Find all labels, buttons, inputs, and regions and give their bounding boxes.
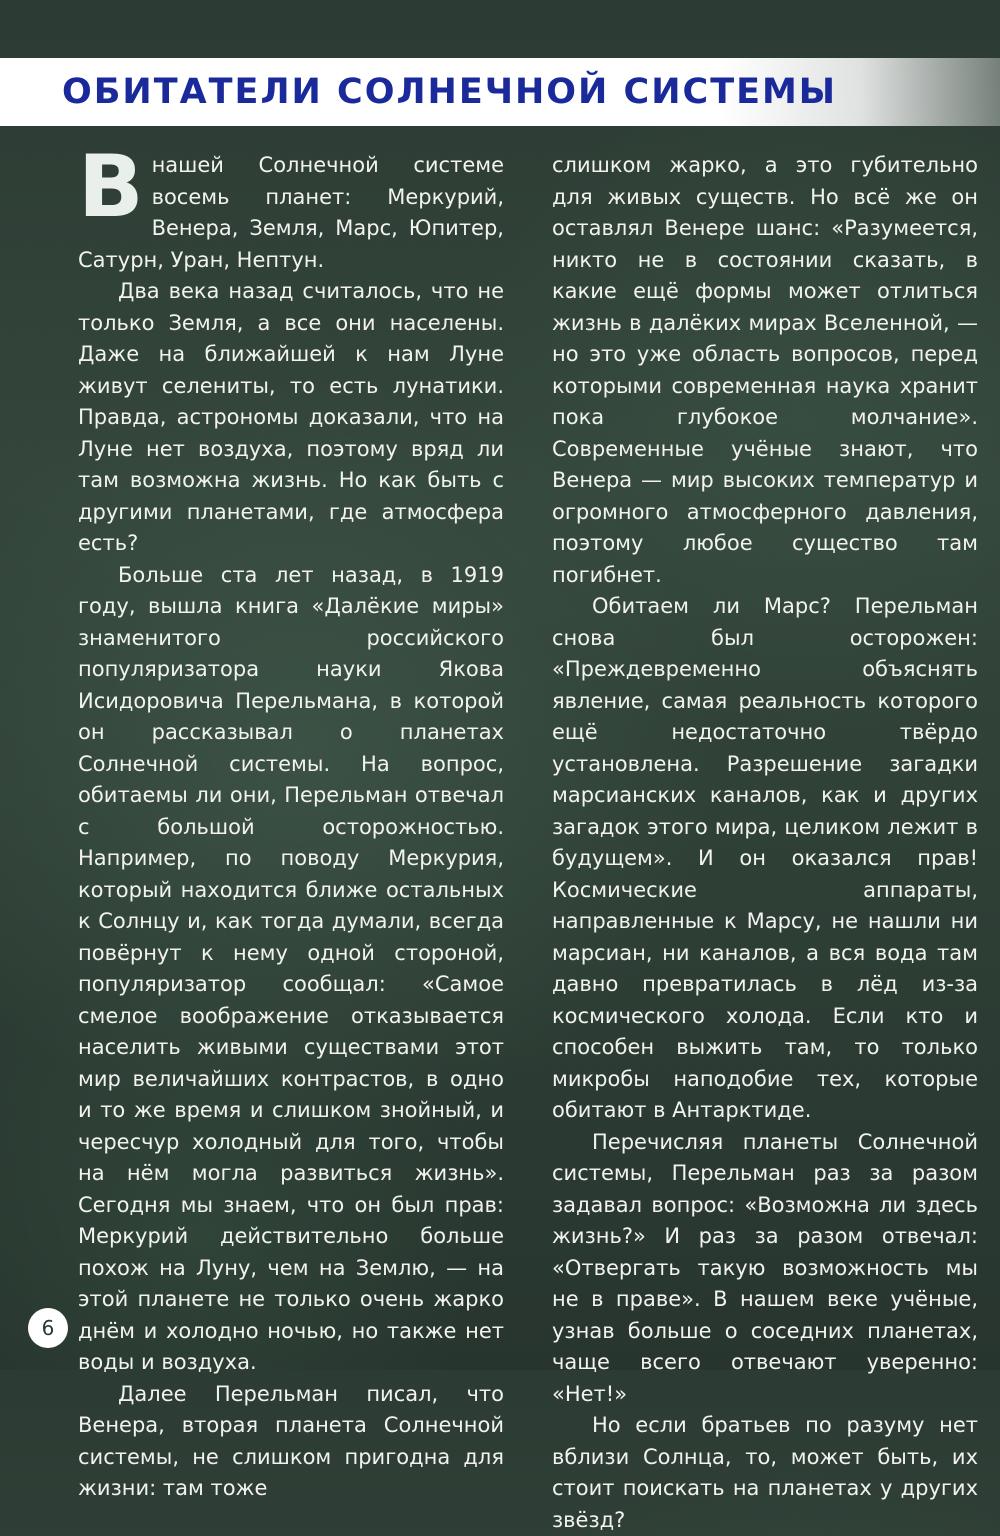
paragraph-1-text: нашей Солнечной системе восемь планет: Меркурий, Венера, Земля, Марс, Юпитер, Сатурн, Уран, Нептун. [78,153,504,272]
drop-cap: В [78,137,144,237]
paragraph-4: Далее Перельман писал, что Венера, вторая планета Солнечной системы, не слишком пригодна для жизни: там тоже [78,1381,504,1500]
paragraph-6: Обитаем ли Марс? Перельман снова был осторожен: «Преждевременно объяснять явление, самая реальность которого ещё недостаточно твёрдо установлена. Разрешение загадки марсианских каналов, как и других загадок этого мира, целиком лежит в будущем». И он оказался прав! Космические аппараты, направленные к Марсу, не нашли ни марсиан, ни каналов, а вся вода там давно превратилась в лёд из-за космического холода. Если кто и способен выжить там, то только микробы наподобие тех, которые обитают в Антарктиде. [552,594,978,1122]
paragraph-1 [78,137,504,276]
paragraph-3: Больше ста лет назад, в 1919 году, вышла книга «Далёкие миры» знаменитого российского популяризатора науки Якова Исидоровича Перельмана, в которой он рассказывал о планетах Солнечной системы. На вопрос, обитаемы ли они, Перельман отвечал с большой осторожностью. Например, по поводу Меркурия, который находится ближе остальных к Солнцу и, как тогда думали, всегда повёрнут к нему одной стороной, популяризатор сообщал: «Самое смелое воображение отказывается населить живыми существами этот мир величайших контрастов, в одно и то же время и слишком знойный, и чересчур холодный для того, чтобы на нём могла развиться жизнь». Сегодня мы знаем, что он был прав: Меркурий действительно больше похож на Луну, чем на Землю, — на этой планете не только очень жарко днём и холодно ночью, но также нет воды и воздуха. [78,562,504,1374]
page-title: ОБИТАТЕЛИ СОЛНЕЧНОЙ СИСТЕМЫ [62,72,838,112]
article-column-right [552,150,978,1536]
paragraph-2: Два века назад считалось, что не только Земля, а все они населены. Даже на ближайшей к нам Луне живут селениты, то есть лунатики. Правда, астрономы доказали, что на Луне нет воздуха, поэтому вряд ли там возможна жизнь. Но как быть с другими планетами, где атмосфера есть? [78,279,504,555]
paragraph-7: Перечисляя планеты Солнечной системы, Перельман раз за разом задавал вопрос: «Возможна ли здесь жизнь?» И раз за разом отвечал: «Отвергать такую возможность мы не в праве». В нашем веке учёные, узнав больше о соседних планетах, чаще всего отвечают уверенно: «Нет!» [552,1129,978,1406]
paragraph-5: слишком жарко, а это губительно для живых существ. Но всё же он оставлял Венере шанс: «Разумеется, никто не в состоянии сказать, в какие ещё формы может отлиться жизнь в далёких мирах Вселенной, — но это уже область вопросов, перед которыми современная наука хранит пока глубокое молчание». Современные учёные знают, что Венера — мир высоких температур и огромного атмосферного давления, поэтому любое существо там погибнет. [552,153,978,587]
page-number: 6 [28,1308,68,1348]
paragraph-8: Но если братьев по разуму нет вблизи Солнца, то, может быть, их стоит поискать на планетах у других звёзд? [552,1413,978,1532]
article-column-left [78,137,504,1505]
title-banner [0,58,1000,126]
